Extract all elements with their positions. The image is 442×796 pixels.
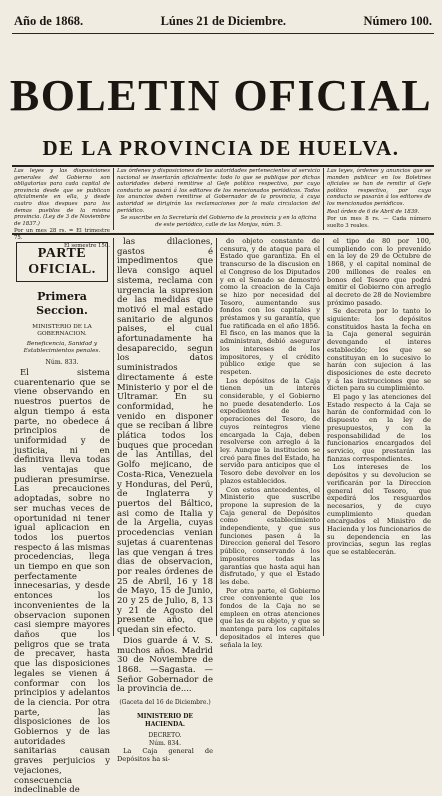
article-paragraph: La Caja general de Depósitos ha si- xyxy=(117,747,213,763)
terms-center xyxy=(117,168,320,230)
column-3 xyxy=(220,237,320,649)
masthead-rule xyxy=(12,165,434,167)
section-subheading: Primera Seccion. xyxy=(36,290,88,317)
terms-left-price-month: Por un mes 28 rs. = El trimestre 75. xyxy=(14,228,110,241)
article-paragraph: las dilaciones, gastos é impedimentos que lleva consigo aquel sistema, reclama con urgencia la supresion de las medidas que motivó el mal estado sanitario de algunos paises, el cual afortunadamente ha desaparecido, segun los datos suministrados directamente á este Ministerio y por el de Ultramar. En su conformidad, he venido en disponer que se reciban á libre plática todos los buques que procedan de las Antillas, del Golfo mejicano, de Costa-Rica, Venezuela y Honduras, del Perú, de Inglaterra y puertos del Báltico, asi como de Italia y de la Argelia, cuyas procedencias venian sujetas á cuarentenas las que vengan á tres dias de observacion, por reales órdenes de 25 de Abril, 16 y 18 de Mayo, 15 de Junio, 20 y 25 de Julio, 8, 13 y 21 de Agosto del presente año, que quedan sin efecto. xyxy=(117,237,213,636)
ministry-heading: MINISTERIO DE HACIENDA. xyxy=(137,713,193,729)
terms-right-ref: Real órden de 6 de Abril de 1839. xyxy=(327,208,420,215)
terms-left-text: Las leyes y las disposiciones generales del Gobierno son obligatorias para cada capital de provincia desde que se publican oficialmente en ella, y desde cuatro dias despues para los demas pueblos de la misma provincia. (Ley de 3 de Noviembre de 1837.) xyxy=(14,168,110,227)
article-number: Núm. 833. xyxy=(45,359,79,366)
terms-right-text: Las leyes, órdenes y anuncios que se manden publicar en los Boletines oficiales se han de remitir al Gefe político respectivo, por cuyo conducto se pasarán á los editores de los mencionados periódicos. xyxy=(327,168,431,207)
issue-header xyxy=(14,14,432,30)
masthead-subtitle: DE LA PROVINCIA DE HUELVA. xyxy=(42,136,400,160)
article-paragraph: Los depósitos de la Caja tienen un interes considerable, y el Gobierno no puede desatenderlo. Los expedientes de las operaciones del Tesoro, de cuyos reintegros viene encargada la Caja, deben resolverse con arreglo á la ley. Aunque la institucion se creó para fines del Estado, ha servido para anticipos que el Tesoro debe devolver en los plazos establecidos. xyxy=(220,376,320,485)
article-paragraph: do objeto constante de censura, y de ataque para el Estado que garantiza. En el transcurso de la discusion en el Congreso de los Diputados y en el Senado se demostró como la creacion de la Caja se hizo por necesidad del Tesoro, aumentando sus fondos con los capitales y préstamos y su garantía, que fue ratificada en el año 1856. El fisco, en las manos que la administran, debió asegurar los intereses de los impositores, y el crédito público exige que se respeten. xyxy=(220,237,320,376)
article-paragraph: El pago y las atenciones del Estado respecto á la Caja se harán de conformidad con lo dispuesto en la ley de presupuestos, y con la responsabilidad de los funcionarios encargados del servicio, que prestarán las fianzas correspondientes. xyxy=(327,393,431,463)
article-paragraph: Los intereses de los depósitos y su devolucion se verificarán por la Direccion general del Tesoro, que expedirá los resguardos necesarios, y de cuyo cumplimiento quedan encargados el Ministro de Hacienda y los funcionarios de su dependencia en las provincias, segun las reglas que se establecerán. xyxy=(327,463,431,557)
article-paragraph: Con estos antecedentes, el Ministerio que suscribe propone la supresion de la Caja general de Depósitos como establecimiento independiente, y que sus funciones pasen á la Direccion general del Tesoro público, conservando á los impositores todas las garantías que hasta aqui han disfrutado, y que el Estado les debe. xyxy=(220,485,320,586)
column-4 xyxy=(327,238,431,636)
article-paragraph: Por otra parte, el Gobierno cree conveniente que los fondos de la Caja no se empleen en otras atenciones que las de su objeto, y que se mantenga para los capitales depositados el interes que señala la ley. xyxy=(220,586,320,649)
header-rule xyxy=(12,33,434,34)
section-heading-parte-oficial: PARTE OFICIAL. xyxy=(16,242,108,282)
terms-separator-2 xyxy=(323,168,324,230)
ministry-heading: MINISTERIO DE LA GOBERNACION. xyxy=(32,324,92,337)
terms-center-footer: Se suscribe en la Secretaría del Gobierno de la provincia y en la oficina de este periódico, calle de las Monjas, núm. 5. xyxy=(120,215,317,228)
terms-left-price-semester: El semestre 150. xyxy=(63,242,110,249)
column-2 xyxy=(117,237,213,763)
article-number: Núm. 834. xyxy=(149,740,181,748)
decree-heading: DECRETO. xyxy=(148,732,182,740)
article-paragraph: El sistema cuarentenario que se viene observando en nuestros puertos de algun tiempo á esta parte, no obedece á principios de uniformidad y de justicia, ni en definitiva lleva todas las ventajas que pudieran presumirse. Las precauciones adoptadas, sobre no ser muchas veces de oportunidad ni tener igual aplicacion en todos los puertos respecto á las mismas procedencias, llega un tiempo en que son perfectamente innecesarias, y desde entonces los inconvenientes de la observacion suponen casi siempre mayores daños que los peligros que se trata de precaver, hasta que las disposiciones legales se vienen á conformar con los principios y adelantos de la ciencia. Por otra parte, las disposiciones de los Gobiernos y de las autoridades sanitarias causan graves perjuicios y vejaciones, consecuencia indeclinable de xyxy=(14,368,110,796)
column-separator-1 xyxy=(113,238,114,636)
masthead-title: BOLETIN OFICIAL xyxy=(9,71,433,120)
column-separator-2 xyxy=(216,238,217,636)
gazette-reference: (Gaceta del 16 de Diciembre.) xyxy=(119,699,211,707)
terms-center-text: Las órdenes y disposiciones de las autoridades pertenecientes al servicio nacional se insertarán oficialmente: todo lo que se publique por dichas autoridades deberá remitirse al Gefe político respectivo, por cuyo conducto se pasará á los editores de los mencionados periódicos. Todos los anuncios deben remitirse al Gobernador de la provincia, á cuya autoridad se dirigirán las reclamaciones por la mala circulacion del periódico. xyxy=(117,168,320,214)
terms-left xyxy=(14,168,110,249)
issue-year: Año de 1868. xyxy=(14,14,84,28)
issue-number: Número 100. xyxy=(363,14,432,28)
column-1 xyxy=(14,238,110,796)
column-separator-3 xyxy=(323,238,324,636)
department-heading: Beneficencia, Sanidad y Establecimientos penales. xyxy=(23,341,101,354)
terms-separator-1 xyxy=(113,168,114,230)
article-signature: Dios guarde á V. S. muchos años. Madrid 30 de Noviembre de 1868. —Sagasta. —Señor Gobernador de la provincia de.... xyxy=(117,635,213,695)
article-paragraph: el tipo de 80 por 100, cumpliendo con lo prevenido en la ley de 29 de Octubre de 1868, y el capital nominal de 200 millones de reales en bonos del Tesoro que podrá emitir el Gobierno con arreglo al decreto de 28 de Noviembre próximo pasado. xyxy=(327,237,431,307)
terms-right-price: Por un mes 8 rs. — Cada número suelto 3 reales. xyxy=(327,216,431,229)
issue-date: Lúnes 21 de Diciembre. xyxy=(160,14,287,28)
article-paragraph: Se decreta por lo tanto lo siguiente: los depósitos constituidos hasta la fecha en la Caja general seguirán devengando el interes establecido; los que se constituyan en lo sucesivo lo harán con sujecion á las disposiciones de este decreto y á las instrucciones que se dicten para su cumplimiento. xyxy=(327,307,431,393)
terms-right xyxy=(327,168,431,230)
body-rule xyxy=(12,233,434,235)
